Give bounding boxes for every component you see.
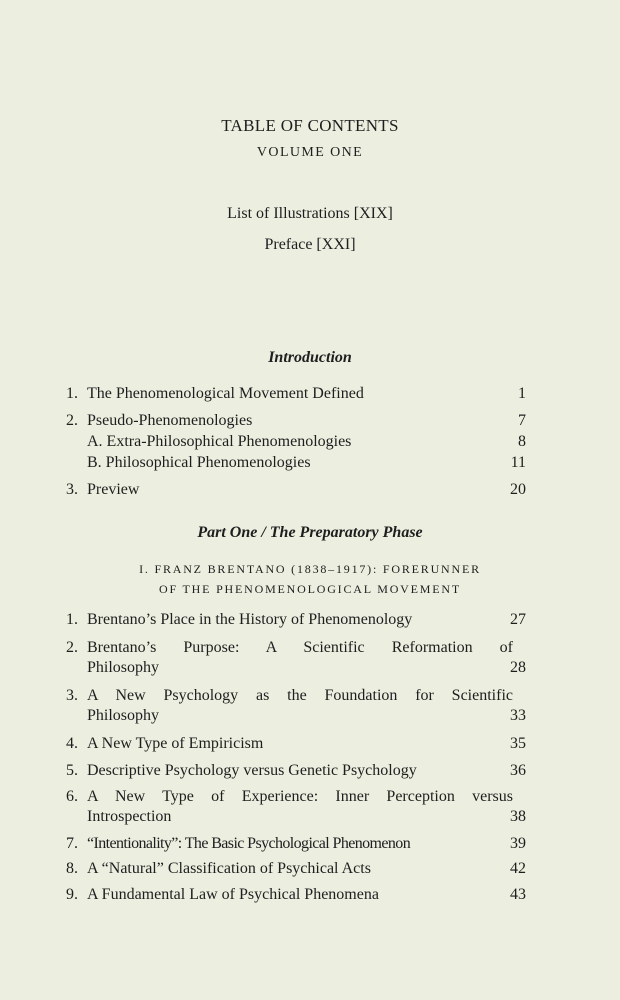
entry-number: 9. xyxy=(66,886,78,903)
entry-page: 28 xyxy=(510,659,526,676)
entry-page: 8 xyxy=(518,433,526,450)
front-matter-preface: Preface [XXI] xyxy=(264,236,356,253)
toc-entry xyxy=(56,638,526,678)
toc-entry xyxy=(56,787,526,827)
entry-title: A Fundamental Law of Psychical Phenomena xyxy=(87,886,379,903)
entry-number: 5. xyxy=(66,762,78,779)
entry-number: 3. xyxy=(66,687,78,704)
entry-number: 2. xyxy=(66,639,78,656)
entry-page: 7 xyxy=(518,412,526,429)
volume-subtitle: VOLUME ONE xyxy=(256,145,364,160)
entry-number: 3. xyxy=(66,481,78,498)
entry-title: “Intentionality”: The Basic Psychological Phenomenon xyxy=(87,835,411,852)
entry-page: 35 xyxy=(510,735,526,752)
entry-page: 20 xyxy=(510,481,526,498)
entry-title-line: Philosophy xyxy=(87,659,160,676)
entry-page: 39 xyxy=(510,835,526,852)
entry-number: 7. xyxy=(66,835,78,852)
entry-title-line: Introspection xyxy=(87,808,172,825)
entry-page: 33 xyxy=(510,707,526,724)
entry-page: 38 xyxy=(510,808,526,825)
entry-title-line: A New Psychology as the Foundation for Scientific xyxy=(87,687,513,704)
entry-title: Descriptive Psychology versus Genetic Psychology xyxy=(87,762,417,779)
entry-number: 4. xyxy=(66,735,78,752)
entry-title: A. Extra-Philosophical Phenomenologies xyxy=(87,433,352,450)
entry-title-line: A New Type of Experience: Inner Perception versus xyxy=(87,788,513,805)
entry-title: The Phenomenological Movement Defined xyxy=(87,385,364,402)
entry-title: Preview xyxy=(87,481,140,498)
part-one-heading: Part One / The Preparatory Phase xyxy=(197,524,423,541)
page-title: TABLE OF CONTENTS xyxy=(221,116,399,135)
introduction-heading: Introduction xyxy=(268,349,352,366)
entry-title: A New Type of Empiricism xyxy=(87,735,264,752)
toc-entry xyxy=(56,686,526,726)
entry-number: 6. xyxy=(66,788,78,805)
chapter-heading xyxy=(0,559,620,599)
front-matter-illustrations: List of Illustrations [XIX] xyxy=(227,205,393,222)
entry-number: 1. xyxy=(66,385,78,402)
chapter-heading-line: OF THE PHENOMENOLOGICAL MOVEMENT xyxy=(159,582,461,596)
entry-title: B. Philosophical Phenomenologies xyxy=(87,454,311,471)
entry-page: 42 xyxy=(510,860,526,877)
entry-page: 1 xyxy=(518,385,526,402)
entry-title-line: Philosophy xyxy=(87,707,160,724)
entry-title: Pseudo-Phenomenologies xyxy=(87,412,253,429)
entry-page: 43 xyxy=(510,886,526,903)
entry-title xyxy=(87,638,513,678)
entry-title xyxy=(87,787,513,827)
entry-title: A “Natural” Classification of Psychical Acts xyxy=(87,860,371,877)
entry-title-line: Brentano’s Purpose: A Scientific Reformation of xyxy=(87,639,513,656)
chapter-heading-line: I. FRANZ BRENTANO (1838–1917): FORERUNNER xyxy=(139,562,481,576)
entry-page: 36 xyxy=(510,762,526,779)
entry-page: 11 xyxy=(510,454,526,471)
entry-title xyxy=(87,686,513,726)
entry-title: Brentano’s Place in the History of Phenomenology xyxy=(87,611,413,628)
entry-number: 2. xyxy=(66,412,78,429)
entry-number: 8. xyxy=(66,860,78,877)
entry-number: 1. xyxy=(66,611,78,628)
entry-page: 27 xyxy=(510,611,526,628)
